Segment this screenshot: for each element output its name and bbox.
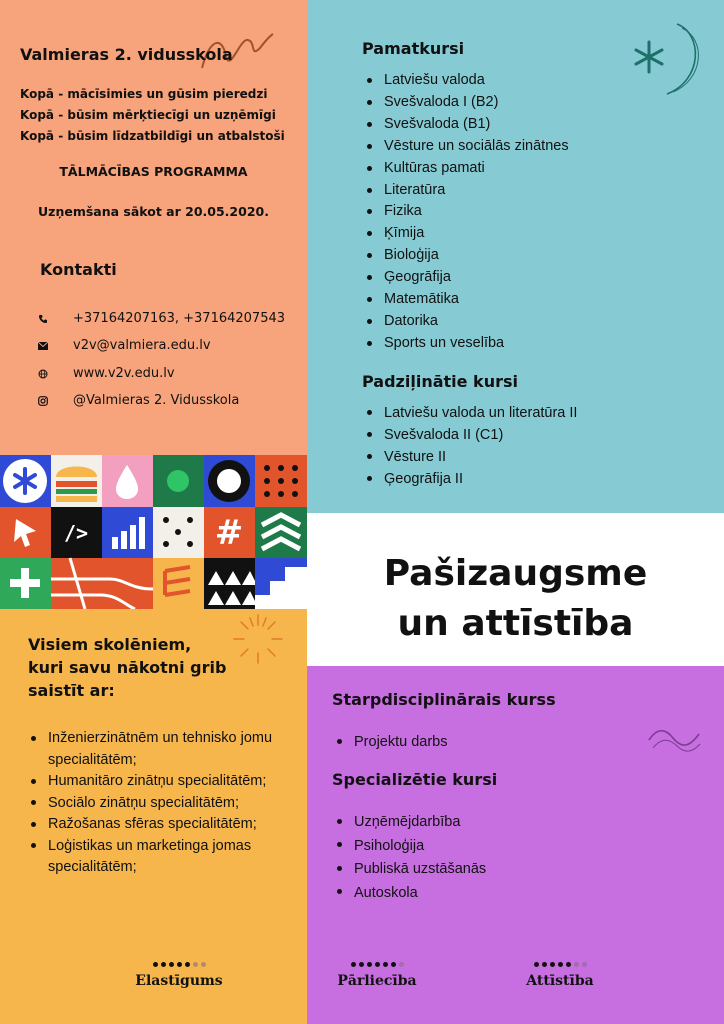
school-name: Valmieras 2. vidusskola [20, 45, 233, 64]
list-item: Svešvaloda (B1) [367, 114, 569, 136]
list-item: Vēsture II [367, 446, 577, 468]
audience-heading-line: saistīt ar: [28, 681, 115, 700]
advanced-courses-heading: Padziļinātie kursi [362, 372, 518, 391]
phone-text: +37164207163, +37164207543 [73, 311, 286, 326]
headline-line: un attīstība [397, 603, 634, 644]
tag-confidence [327, 962, 427, 989]
wave-decoration [647, 724, 702, 754]
list-item: Latviešu valoda un literatūra II [367, 402, 577, 424]
interdisciplinary-list [337, 731, 448, 753]
list-item: Humanitāro zinātņu specialitātēm; [31, 771, 293, 793]
asterisk-icon [627, 20, 707, 100]
list-item: Bioloģija [367, 245, 569, 267]
list-item: Literatūra [367, 180, 569, 202]
contact-phone[interactable] [36, 311, 285, 326]
svg-text:#: # [214, 513, 244, 553]
mail-icon [36, 339, 50, 353]
list-item: Datorika [367, 311, 569, 333]
list-item: Svešvaloda II (C1) [367, 424, 577, 446]
list-item: Ķīmija [367, 223, 569, 245]
dots-decoration [129, 962, 229, 967]
intake-date: Uzņemšana sākot ar 20.05.2020. [38, 204, 269, 219]
dots-decoration [327, 962, 427, 967]
list-item: Matemātika [367, 289, 569, 311]
list-item: Sociālo zinātņu specialitātēm; [31, 793, 293, 815]
list-item: Latviešu valoda [367, 70, 569, 92]
audience-heading [28, 633, 226, 702]
instagram-text: @Valmieras 2. Vidusskola [73, 393, 240, 408]
sparkle-decoration [228, 609, 288, 669]
list-item: Autoskola [337, 882, 486, 906]
tag-development [510, 962, 610, 989]
school-motto [20, 84, 285, 147]
list-item: Psiholoģija [337, 835, 486, 859]
basic-courses-heading: Pamatkursi [362, 39, 465, 58]
phone-icon [36, 312, 50, 326]
list-item: Loģistikas un marketinga jomas specialitātēm; [31, 836, 293, 879]
audience-heading-line: kuri savu nākotni grib [28, 658, 227, 677]
tag-label: Pārliecība [337, 973, 417, 989]
list-item: Fizika [367, 201, 569, 223]
headline-line: Pašizaugsme [383, 553, 648, 594]
list-item: Publiskā uzstāšanās [337, 858, 486, 882]
globe-icon [36, 367, 50, 381]
list-item: Ražošanas sfēras specialitātēm; [31, 814, 293, 836]
list-item: Projektu darbs [337, 731, 448, 753]
list-item: Sports un veselība [367, 333, 569, 355]
headline [307, 549, 724, 649]
motto-line: Kopā - mācīsimies un gūsim pieredzi [20, 87, 268, 101]
headline-panel [307, 513, 724, 666]
audience-list [31, 728, 293, 879]
specialized-list [337, 811, 486, 905]
contact-email[interactable] [36, 338, 211, 353]
contacts-heading: Kontakti [40, 260, 117, 279]
list-item: Uzņēmējdarbība [337, 811, 486, 835]
contact-web[interactable] [36, 366, 175, 381]
school-info-panel [0, 0, 307, 455]
program-title: TĀLMĀCĪBAS PROGRAMMA [59, 164, 248, 179]
instagram-icon [36, 394, 50, 408]
list-item: Ģeogrāfija [367, 267, 569, 289]
courses-panel [307, 0, 724, 513]
motto-line: Kopā - būsim mērķtiecīgi un uzņēmīgi [20, 108, 276, 122]
interdisciplinary-heading: Starpdisciplinārais kurss [332, 690, 556, 709]
icon-mosaic [0, 455, 307, 609]
list-item: Inženierzinātnēm un tehnisko jomu specialitātēm; [31, 728, 293, 771]
tag-flexibility [129, 962, 229, 989]
tag-label: Elastīgums [135, 973, 223, 989]
audience-heading-line: Visiem skolēniem, [28, 635, 192, 654]
tag-label: Attīstība [526, 973, 594, 989]
list-item: Ģeogrāfija II [367, 468, 577, 490]
motto-line: Kopā - būsim līdzatbildīgi un atbalstoši [20, 129, 285, 143]
advanced-courses-list [367, 402, 577, 490]
dots-decoration [510, 962, 610, 967]
specialized-heading: Specializētie kursi [332, 770, 498, 789]
email-text: v2v@valmiera.edu.lv [73, 338, 211, 353]
basic-courses-list [367, 70, 569, 355]
web-text: www.v2v.edu.lv [73, 366, 175, 381]
list-item: Svešvaloda I (B2) [367, 92, 569, 114]
svg-text:/>: /> [63, 521, 89, 545]
list-item: Vēsture un sociālās zinātnes [367, 136, 569, 158]
contact-instagram[interactable] [36, 393, 239, 408]
list-item: Kultūras pamati [367, 158, 569, 180]
